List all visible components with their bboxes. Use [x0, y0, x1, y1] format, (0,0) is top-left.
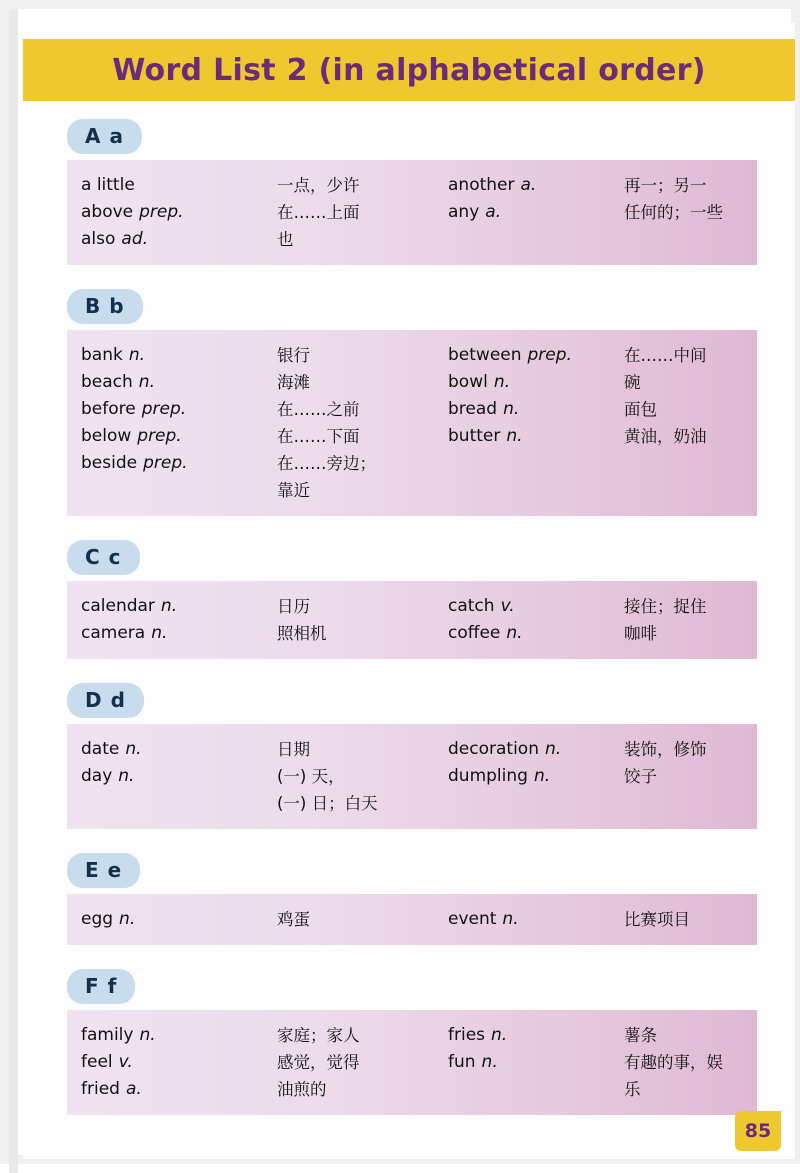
- word-entry: [67, 342, 412, 369]
- letter-badge-f: F f: [67, 969, 135, 1004]
- word-term: [448, 423, 624, 450]
- word-row: [67, 342, 757, 369]
- word-pos: n.: [160, 596, 178, 616]
- letter-badge-d: D d: [67, 683, 144, 718]
- section-spacer: [23, 831, 795, 853]
- word-pos: n.: [503, 399, 520, 419]
- word-definition: 黄油，奶油: [624, 427, 707, 446]
- word-entry: [67, 226, 412, 253]
- word-entry: [412, 1049, 757, 1076]
- word-entry: [412, 1076, 757, 1103]
- word-entry: [67, 172, 412, 199]
- word-term: [81, 396, 277, 423]
- word-definition: 一点，少许: [277, 176, 360, 195]
- word-text: calendar: [81, 596, 155, 616]
- word-text: fries: [448, 1025, 486, 1045]
- word-text: date: [81, 739, 120, 759]
- word-entry: [412, 396, 757, 423]
- word-text: family: [81, 1025, 134, 1045]
- word-row: [67, 736, 757, 763]
- word-pos: a.: [520, 175, 537, 195]
- word-row: [67, 790, 757, 817]
- word-text: a little: [81, 175, 135, 195]
- word-band-d: [67, 724, 757, 829]
- word-definition: 银行: [277, 346, 310, 365]
- word-definition: 鸡蛋: [277, 910, 310, 929]
- word-band-a: [67, 160, 757, 265]
- word-entry: [67, 450, 412, 477]
- word-entry: [67, 423, 412, 450]
- word-row: [67, 620, 757, 647]
- word-entry: [412, 342, 757, 369]
- word-entry: [412, 763, 757, 790]
- word-row: [67, 226, 757, 253]
- word-term: [448, 369, 624, 396]
- page-inner: [23, 23, 795, 1159]
- word-row: [67, 199, 757, 226]
- word-text: camera: [81, 623, 146, 643]
- word-text: event: [448, 909, 497, 929]
- word-pos: n.: [506, 623, 523, 643]
- word-term: [81, 226, 277, 253]
- word-pos: prep.: [139, 202, 184, 222]
- word-entry: [67, 1049, 412, 1076]
- word-text: coffee: [448, 623, 501, 643]
- word-definition: (一) 日；白天: [277, 794, 378, 813]
- word-text: bank: [81, 345, 123, 365]
- word-pos: n.: [118, 766, 135, 786]
- word-term: [81, 1049, 277, 1076]
- word-term: [448, 199, 624, 226]
- section-spacer: [23, 518, 795, 540]
- word-term: [81, 172, 277, 199]
- word-definition: 感觉，觉得: [277, 1053, 360, 1072]
- word-text: fun: [448, 1052, 476, 1072]
- word-row: [67, 1076, 757, 1103]
- word-text: bowl: [448, 372, 488, 392]
- word-text: egg: [81, 909, 114, 929]
- word-text: beach: [81, 372, 133, 392]
- word-term: [81, 423, 277, 450]
- word-term: [81, 763, 277, 790]
- word-term: [81, 593, 277, 620]
- word-entry: [67, 369, 412, 396]
- word-entry: [67, 396, 412, 423]
- word-entry: [67, 906, 412, 933]
- word-entry: [67, 763, 412, 790]
- word-pos: n.: [506, 426, 523, 446]
- word-definition: 在……中间: [624, 346, 707, 365]
- word-definition: 日历: [277, 597, 310, 616]
- word-entry: [412, 450, 757, 477]
- page-number: 85: [735, 1111, 781, 1151]
- word-row: [67, 450, 757, 477]
- word-term: [448, 477, 624, 504]
- word-term: [81, 906, 277, 933]
- word-term: [81, 199, 277, 226]
- word-definition: 装饰，修饰: [624, 740, 707, 759]
- word-term: [81, 477, 277, 504]
- word-section-a: [23, 119, 795, 265]
- word-entry: [67, 620, 412, 647]
- word-text: above: [81, 202, 134, 222]
- word-entry: [67, 1022, 412, 1049]
- word-row: [67, 477, 757, 504]
- word-entry: [67, 1076, 412, 1103]
- word-pos: prep.: [141, 399, 187, 419]
- word-row: [67, 763, 757, 790]
- word-text: any: [448, 202, 480, 222]
- word-row: [67, 593, 757, 620]
- word-pos: prep.: [137, 426, 182, 446]
- word-pos: n.: [139, 1025, 156, 1045]
- word-band-b: [67, 330, 757, 516]
- word-definition: 在……上面: [277, 203, 360, 222]
- word-definition: 面包: [624, 400, 657, 419]
- word-entry: [412, 790, 757, 817]
- word-term: [448, 172, 624, 199]
- word-section-f: [23, 969, 795, 1115]
- word-pos: prep.: [143, 453, 188, 473]
- word-term: [81, 342, 277, 369]
- word-text: below: [81, 426, 132, 446]
- word-term: [448, 1049, 624, 1076]
- word-term: [448, 620, 624, 647]
- word-entry: [412, 593, 757, 620]
- word-definition: 乐: [624, 1080, 641, 1099]
- word-definition: 在……之前: [277, 400, 360, 419]
- word-definition: 比赛项目: [624, 910, 690, 929]
- word-pos: n.: [151, 623, 168, 643]
- word-text: bread: [448, 399, 498, 419]
- letter-badge-c: C c: [67, 540, 140, 575]
- word-term: [448, 1076, 624, 1103]
- word-pos: n.: [491, 1025, 508, 1045]
- word-pos: n.: [128, 345, 146, 365]
- word-section-d: [23, 683, 795, 829]
- word-term: [81, 369, 277, 396]
- word-term: [448, 906, 624, 933]
- word-term: [448, 342, 624, 369]
- word-definition: 海滩: [277, 373, 310, 392]
- word-section-b: [23, 289, 795, 516]
- word-section-c: [23, 540, 795, 659]
- word-pos: n.: [138, 372, 155, 392]
- word-pos: v.: [500, 596, 515, 616]
- word-term: [448, 736, 624, 763]
- word-term: [448, 450, 624, 477]
- word-definition: 任何的；一些: [624, 203, 723, 222]
- word-text: between: [448, 345, 522, 365]
- word-term: [448, 226, 624, 253]
- section-spacer: [23, 267, 795, 289]
- word-entry: [412, 172, 757, 199]
- word-definition: 再一；另一: [624, 176, 707, 195]
- word-band-f: [67, 1010, 757, 1115]
- word-term: [81, 1076, 277, 1103]
- word-entry: [412, 1022, 757, 1049]
- word-entry: [412, 477, 757, 504]
- word-definition: 饺子: [624, 767, 657, 786]
- word-term: [81, 790, 277, 817]
- word-pos: n.: [533, 766, 551, 786]
- word-definition: 接住；捉住: [624, 597, 707, 616]
- word-term: [448, 593, 624, 620]
- word-pos: n.: [481, 1052, 498, 1072]
- word-band-c: [67, 581, 757, 659]
- letter-badge-e: E e: [67, 853, 140, 888]
- word-definition: 油煎的: [277, 1080, 327, 1099]
- word-text: beside: [81, 453, 138, 473]
- word-row: [67, 172, 757, 199]
- word-text: dumpling: [448, 766, 528, 786]
- word-pos: ad.: [121, 229, 149, 249]
- word-pos: a.: [125, 1079, 142, 1099]
- word-term: [448, 790, 624, 817]
- word-entry: [412, 620, 757, 647]
- word-band-e: [67, 894, 757, 945]
- page-title-bar: [23, 39, 795, 101]
- word-entry: [67, 477, 412, 504]
- word-row: [67, 396, 757, 423]
- word-row: [67, 369, 757, 396]
- word-entry: [412, 199, 757, 226]
- word-term: [448, 1022, 624, 1049]
- word-entry: [67, 199, 412, 226]
- word-definition: 也: [277, 230, 294, 249]
- word-term: [448, 396, 624, 423]
- page-left-edge: [9, 9, 18, 1173]
- letter-badge-a: A a: [67, 119, 142, 154]
- word-text: feel: [81, 1052, 113, 1072]
- word-definition: 咖啡: [624, 624, 657, 643]
- word-entry: [412, 736, 757, 763]
- word-text: another: [448, 175, 515, 195]
- word-entry: [412, 906, 757, 933]
- word-text: before: [81, 399, 136, 419]
- section-spacer: [23, 661, 795, 683]
- word-pos: v.: [118, 1052, 133, 1072]
- section-spacer: [23, 947, 795, 969]
- word-text: catch: [448, 596, 495, 616]
- word-entry: [67, 593, 412, 620]
- word-definition: 碗: [624, 373, 641, 392]
- letter-badge-b: B b: [67, 289, 143, 324]
- word-text: also: [81, 229, 116, 249]
- word-pos: n.: [125, 739, 142, 759]
- word-definition: 靠近: [277, 481, 310, 500]
- word-term: [448, 763, 624, 790]
- word-pos: n.: [544, 739, 562, 759]
- word-definition: 有趣的事，娱: [624, 1053, 723, 1072]
- word-pos: prep.: [527, 345, 572, 365]
- word-entry: [412, 226, 757, 253]
- word-definition: (一) 天，: [277, 767, 345, 786]
- word-pos: a.: [485, 202, 502, 222]
- word-text: fried: [81, 1079, 120, 1099]
- word-row: [67, 906, 757, 933]
- word-pos: n.: [493, 372, 511, 392]
- word-entry: [412, 369, 757, 396]
- word-row: [67, 1022, 757, 1049]
- word-text: butter: [448, 426, 501, 446]
- word-definition: 在……旁边；: [277, 454, 376, 473]
- word-definition: 薯条: [624, 1026, 657, 1045]
- word-term: [81, 450, 277, 477]
- word-entry: [67, 736, 412, 763]
- word-definition: 照相机: [277, 624, 327, 643]
- word-definition: 日期: [277, 740, 310, 759]
- word-entry: [67, 790, 412, 817]
- word-entry: [412, 423, 757, 450]
- word-row: [67, 1049, 757, 1076]
- word-definition: 在……下面: [277, 427, 360, 446]
- word-row: [67, 423, 757, 450]
- word-term: [81, 620, 277, 647]
- word-pos: n.: [119, 909, 136, 929]
- word-list-content: [23, 119, 795, 1117]
- word-section-e: [23, 853, 795, 945]
- word-term: [81, 1022, 277, 1049]
- word-term: [81, 736, 277, 763]
- word-text: day: [81, 766, 113, 786]
- page-title: Word List 2 (in alphabetical order): [112, 52, 706, 88]
- word-text: decoration: [448, 739, 539, 759]
- word-definition: 家庭；家人: [277, 1026, 360, 1045]
- word-pos: n.: [502, 909, 519, 929]
